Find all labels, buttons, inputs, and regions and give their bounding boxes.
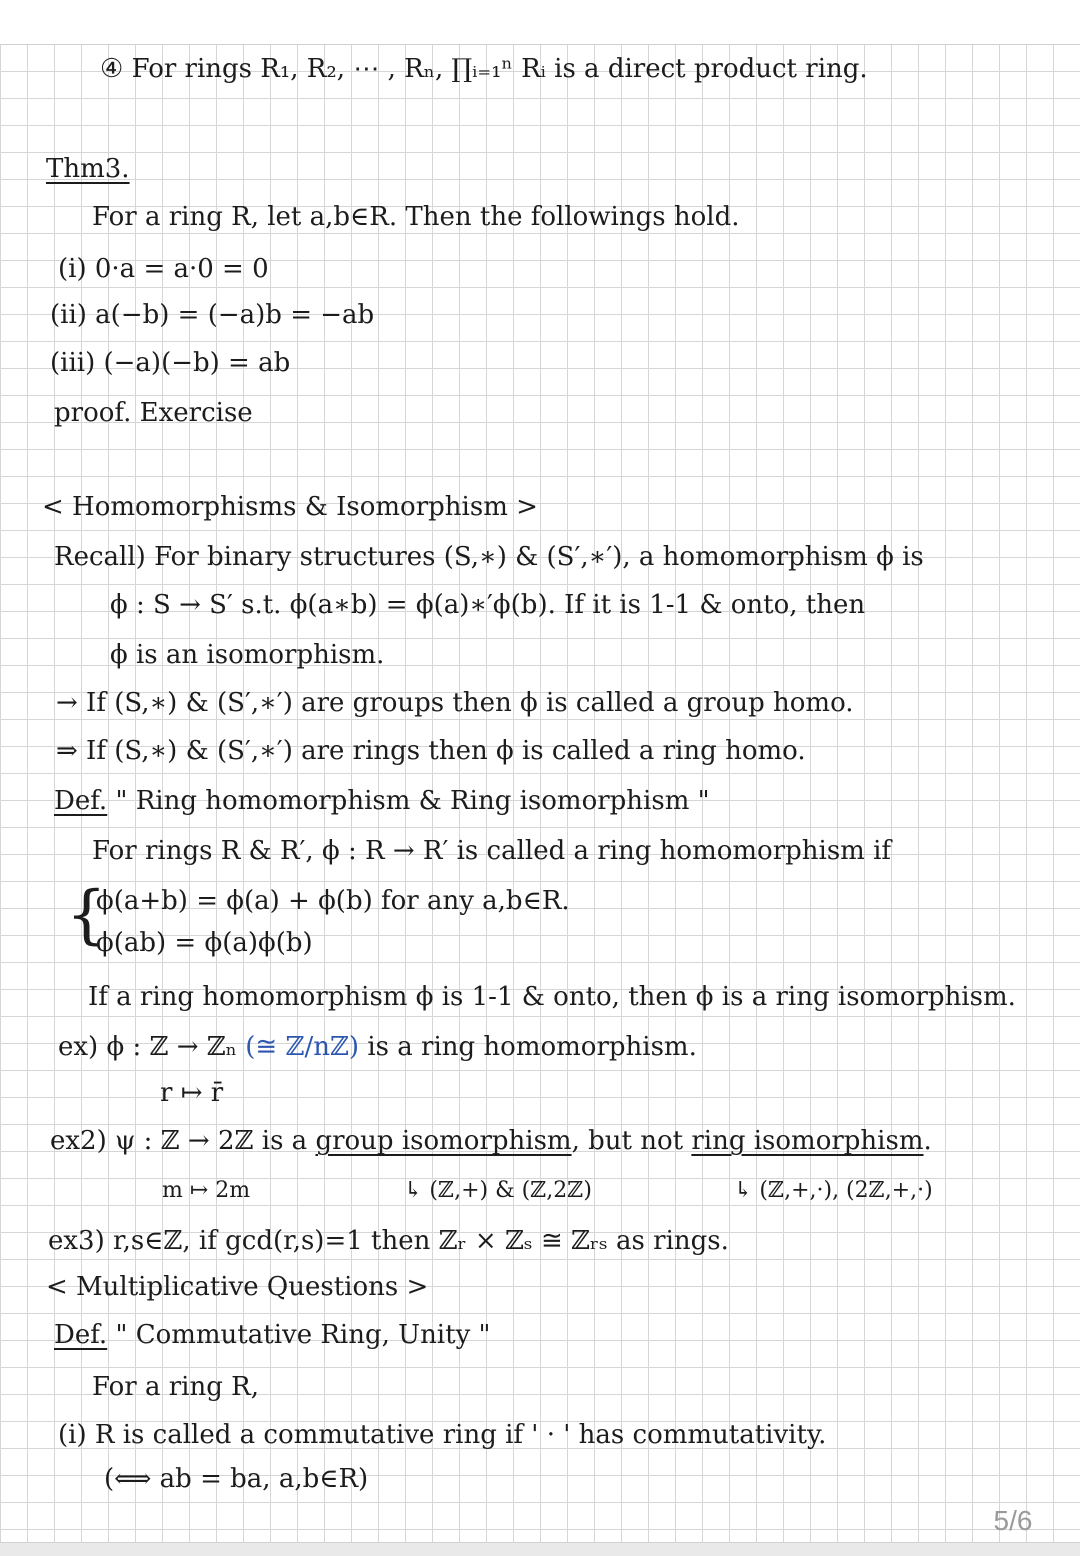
def-title-2: " Commutative Ring, Unity " — [107, 1320, 491, 1350]
multiplicative-condition: ϕ(ab) = ϕ(a)ϕ(b) — [96, 928, 313, 958]
section-multiplicative-title: < Multiplicative Questions > — [46, 1272, 429, 1302]
additive-condition: ϕ(a+b) = ϕ(a) + ϕ(b) for any a,b∈R. — [96, 886, 570, 916]
section-homomorphisms-title: < Homomorphisms & Isomorphism > — [42, 492, 538, 522]
ring-isomorphism-definition: If a ring homomorphism ϕ is 1-1 & onto, then ϕ is a ring isomorphism. — [88, 982, 1016, 1012]
example-2 — [50, 1124, 932, 1158]
def-label: Def. — [54, 786, 108, 816]
theorem-3-heading: Thm3. — [46, 154, 130, 184]
def-title: " Ring homomorphism & Ring isomorphism " — [107, 786, 710, 816]
example-1-map: ex) ϕ : ℤ → ℤₙ — [58, 1032, 246, 1062]
commutative-ring-item-i: (i) R is called a commutative ring if ' · ' has commutativity. — [58, 1420, 827, 1450]
proof-line: proof. Exercise — [54, 398, 253, 428]
example-2-but: , but not — [571, 1126, 692, 1156]
example-2-mapping-rule: m ↦ 2m — [162, 1178, 251, 1203]
recall-line-1: Recall) For binary structures (S,∗) & (S′,∗′), a homomorphism ϕ is — [54, 542, 924, 572]
example-2-map: ex2) ψ : ℤ → 2ℤ is a — [50, 1126, 316, 1156]
ring-homo-line: ⇒ If (S,∗) & (S′,∗′) are rings then ϕ is called a ring homo. — [56, 736, 806, 766]
example-2-ring-iso: ring isomorphism — [691, 1126, 924, 1156]
theorem-3-item-ii: (ii) a(−b) = (−a)b = −ab — [50, 300, 375, 330]
example-2-ring-structures: ↳ (ℤ,+,·), (2ℤ,+,·) — [734, 1178, 933, 1203]
theorem-3-item-iii: (iii) (−a)(−b) = ab — [50, 348, 291, 378]
example-1-conclusion: is a ring homomorphism. — [359, 1032, 697, 1062]
commutativity-equivalence: (⟺ ab = ba, a,b∈R) — [104, 1464, 369, 1494]
page-number: 5/6 — [993, 1505, 1033, 1536]
left-brace-icon: { — [66, 878, 107, 952]
recall-line-3: ϕ is an isomorphism. — [110, 640, 385, 670]
example-2-group-iso: group isomorphism — [315, 1126, 572, 1156]
recall-line-2: ϕ : S → S′ s.t. ϕ(a∗b) = ϕ(a)∗′ϕ(b). If it is 1-1 & onto, then — [110, 590, 866, 620]
example-1-mapping-rule: r ↦ r̄ — [160, 1078, 224, 1108]
example-2-group-structures: ↳ (ℤ,+) & (ℤ,2ℤ) — [404, 1178, 592, 1203]
direct-product-note: ④ For rings R₁, R₂, ⋯ , Rₙ, ∏ᵢ₌₁ⁿ Rᵢ is a direct product ring. — [100, 54, 868, 84]
example-1-quotient-note: (≅ ℤ/nℤ) — [245, 1032, 360, 1062]
definition-commutative-ring — [54, 1318, 491, 1352]
commutative-ring-intro: For a ring R, — [92, 1372, 259, 1402]
top-toolbar-strip — [0, 0, 1080, 45]
example-2-period: . — [923, 1126, 932, 1156]
theorem-3-statement: For a ring R, let a,b∈R. Then the followings hold. — [92, 202, 740, 232]
definition-ring-homomorphism — [54, 784, 710, 818]
definition-statement: For rings R & R′, ϕ : R → R′ is called a ring homomorphism if — [92, 836, 892, 866]
example-3: ex3) r,s∈ℤ, if gcd(r,s)=1 then ℤᵣ × ℤₛ ≅ ℤᵣₛ as rings. — [48, 1226, 729, 1256]
example-1 — [58, 1030, 697, 1064]
bottom-strip — [0, 1542, 1080, 1556]
group-homo-line: → If (S,∗) & (S′,∗′) are groups then ϕ is called a group homo. — [56, 688, 854, 718]
def-label-2: Def. — [54, 1320, 108, 1350]
theorem-3-item-i: (i) 0·a = a·0 = 0 — [58, 254, 269, 284]
